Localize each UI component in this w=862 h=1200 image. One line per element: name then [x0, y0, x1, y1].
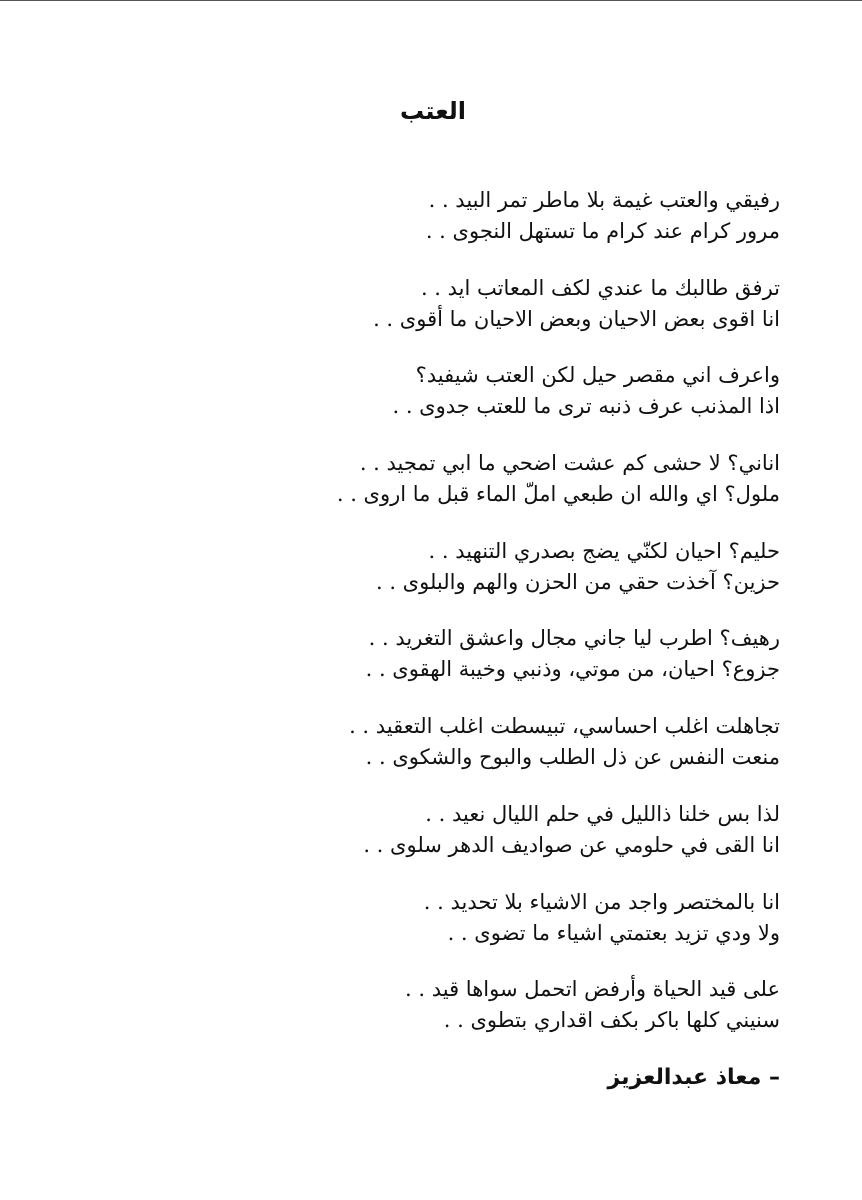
stanza [220, 360, 780, 422]
verse-line: جزوع؟ احيان، من موتي، وذنبي وخيبة الهقوى . . [365, 657, 780, 682]
verse-line: مرور كرام عند كرام ما تستهل النجوى . . [425, 219, 780, 243]
verse-line: رهيف؟ اطرب ليا جاني مجال واعشق التغريد . . [368, 626, 780, 651]
verse-line: على قيد الحياة وأرفض اتحمل سواها قيد . . [405, 977, 780, 1002]
verse-line: رفيقي والعتب غيمة بلا ماطر تمر البيد . . [428, 188, 780, 212]
verse-line: ترفق طالبك ما عندي لكف المعاتب ايد . . [420, 275, 780, 300]
verse-line: انا اقوى بعض الاحيان وبعض الاحيان ما أقوى . . [373, 306, 780, 331]
verse-line: سنيني كلها باكر بكف اقداري بتطوى . . [443, 1008, 780, 1033]
verse-line: تجاهلت اغلب احساسي، تبيسطت اغلب التعقيد . . [349, 714, 780, 739]
stanza [220, 799, 780, 861]
verse-line: منعت النفس عن ذل الطلب والبوح والشكوى . . [365, 745, 780, 770]
stanza [220, 448, 780, 510]
author-signature: – معاذ عبدالعزيز [607, 1065, 780, 1090]
verse-line: اناني؟ لا حشى كم عشت اضحي ما ابي تمجيد . . [359, 451, 780, 476]
stanza [220, 711, 780, 773]
stanza [220, 623, 780, 685]
verse-line: واعرف اني مقصر حيل لكن العتب شيفيد؟ [415, 363, 780, 388]
verse-line: انا القى في حلومي عن صواديف الدهر سلوى . . [363, 832, 780, 857]
stanza [220, 273, 780, 335]
poem-title: العتب [400, 97, 466, 125]
verse-line: ملول؟ اي والله ان طبعي املّ الماء قبل ما اروى . . [336, 482, 780, 507]
top-border-line [0, 0, 862, 1]
verse-line: لذا بس خلنا ذالليل في حلم الليال نعيد . . [425, 801, 780, 826]
verse-line: حليم؟ احيان لكنّي يضج بصدري التنهيد . . [428, 538, 780, 563]
stanza [220, 887, 780, 949]
stanza [220, 536, 780, 598]
poem-body [220, 185, 780, 1062]
verse-line: انا بالمختصر واجد من الاشياء بلا تحديد . . [423, 889, 780, 914]
verse-line: حزين؟ آخذت حقي من الحزن والهم والبلوى . . [375, 569, 780, 594]
stanza [220, 185, 780, 247]
verse-line: ولا ودي تزيد بعتمتي اشياء ما تضوى . . [447, 920, 780, 945]
stanza [220, 974, 780, 1036]
verse-line: اذا المذنب عرف ذنبه ترى ما للعتب جدوى . . [392, 394, 780, 419]
